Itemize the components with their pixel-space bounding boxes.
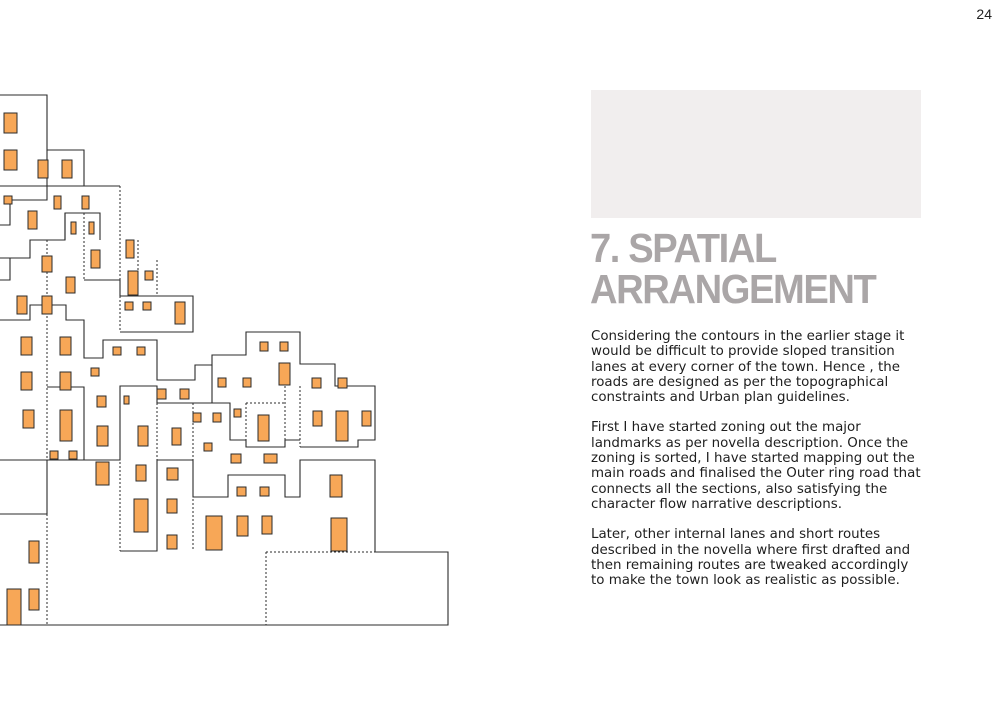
door: [206, 516, 222, 550]
window: [42, 256, 52, 272]
window: [97, 426, 108, 446]
window: [157, 389, 166, 399]
window: [17, 296, 27, 314]
window: [336, 411, 348, 441]
window: [137, 347, 145, 355]
window: [60, 337, 71, 355]
window: [234, 409, 241, 417]
door: [331, 518, 347, 551]
window: [260, 342, 268, 351]
window: [243, 378, 251, 387]
section-title: [590, 225, 897, 312]
window: [138, 426, 148, 446]
window: [313, 411, 322, 426]
window: [175, 302, 185, 324]
building-outline: [0, 213, 100, 258]
section-title-line-1: 7. SPATIAL: [590, 225, 776, 271]
window: [4, 196, 12, 204]
window: [66, 277, 75, 293]
window: [89, 222, 94, 234]
window: [167, 468, 178, 480]
window: [91, 250, 100, 268]
window: [23, 410, 34, 428]
window: [62, 160, 72, 178]
window: [231, 454, 241, 463]
window: [330, 475, 342, 497]
window: [50, 451, 58, 459]
window: [264, 454, 277, 463]
window: [4, 113, 17, 133]
town-elevation-illustration: [0, 0, 460, 640]
window: [124, 396, 129, 404]
window: [29, 589, 39, 610]
window: [29, 541, 39, 563]
window: [113, 347, 121, 355]
image-placeholder-box: [591, 90, 921, 218]
window: [338, 378, 347, 388]
window: [128, 271, 138, 295]
door: [7, 589, 21, 625]
window: [237, 516, 248, 536]
building-outline: [0, 460, 47, 514]
window: [38, 160, 48, 178]
window: [180, 389, 189, 399]
window: [213, 413, 221, 422]
window: [237, 487, 246, 496]
window: [60, 372, 71, 390]
window: [262, 516, 272, 534]
window: [167, 499, 177, 513]
window: [54, 196, 61, 209]
window: [143, 302, 151, 310]
window: [260, 487, 269, 496]
window: [145, 271, 153, 280]
window: [167, 535, 177, 549]
paragraph-2: First I have started zoning out the major landmarks as per novella description. Once the zoning is sorted, I have started mapping out the main roads and finalised the Outer ring road that connects all the sections, also satisfying the character flow narrative descriptions.: [591, 420, 921, 512]
window: [258, 415, 269, 441]
section-title-line-2: ARRANGEMENT: [590, 266, 876, 312]
window: [97, 396, 106, 407]
window: [362, 411, 371, 426]
window: [60, 410, 72, 441]
window: [21, 372, 32, 390]
window: [91, 368, 99, 376]
window: [193, 413, 201, 422]
building-outline: [0, 258, 10, 280]
window: [21, 337, 32, 355]
window: [218, 378, 226, 387]
window: [71, 222, 76, 234]
window: [312, 378, 321, 388]
window: [172, 428, 181, 445]
paragraph-1: Considering the contours in the earlier stage it would be difficult to provide sloped transition lanes at every corner of the town. Hence , the roads are designed as per the topographical constraints and Urban plan guidelines.: [591, 329, 905, 406]
window: [4, 150, 17, 170]
window: [279, 363, 290, 385]
window: [126, 240, 134, 258]
door: [134, 499, 148, 532]
window: [204, 443, 212, 451]
window: [280, 342, 288, 351]
window: [69, 451, 77, 459]
body-text: [591, 329, 921, 603]
window: [136, 465, 146, 481]
window: [96, 462, 109, 485]
window: [28, 211, 37, 229]
window: [125, 302, 133, 310]
page-number: 24: [976, 6, 992, 22]
window: [42, 296, 52, 314]
building-outline: [0, 460, 448, 625]
paragraph-3: Later, other internal lanes and short routes described in the novella where first drafted and then remaining routes are tweaked accordingly to make the town look as realistic as possible.: [591, 527, 911, 589]
window: [82, 196, 89, 209]
